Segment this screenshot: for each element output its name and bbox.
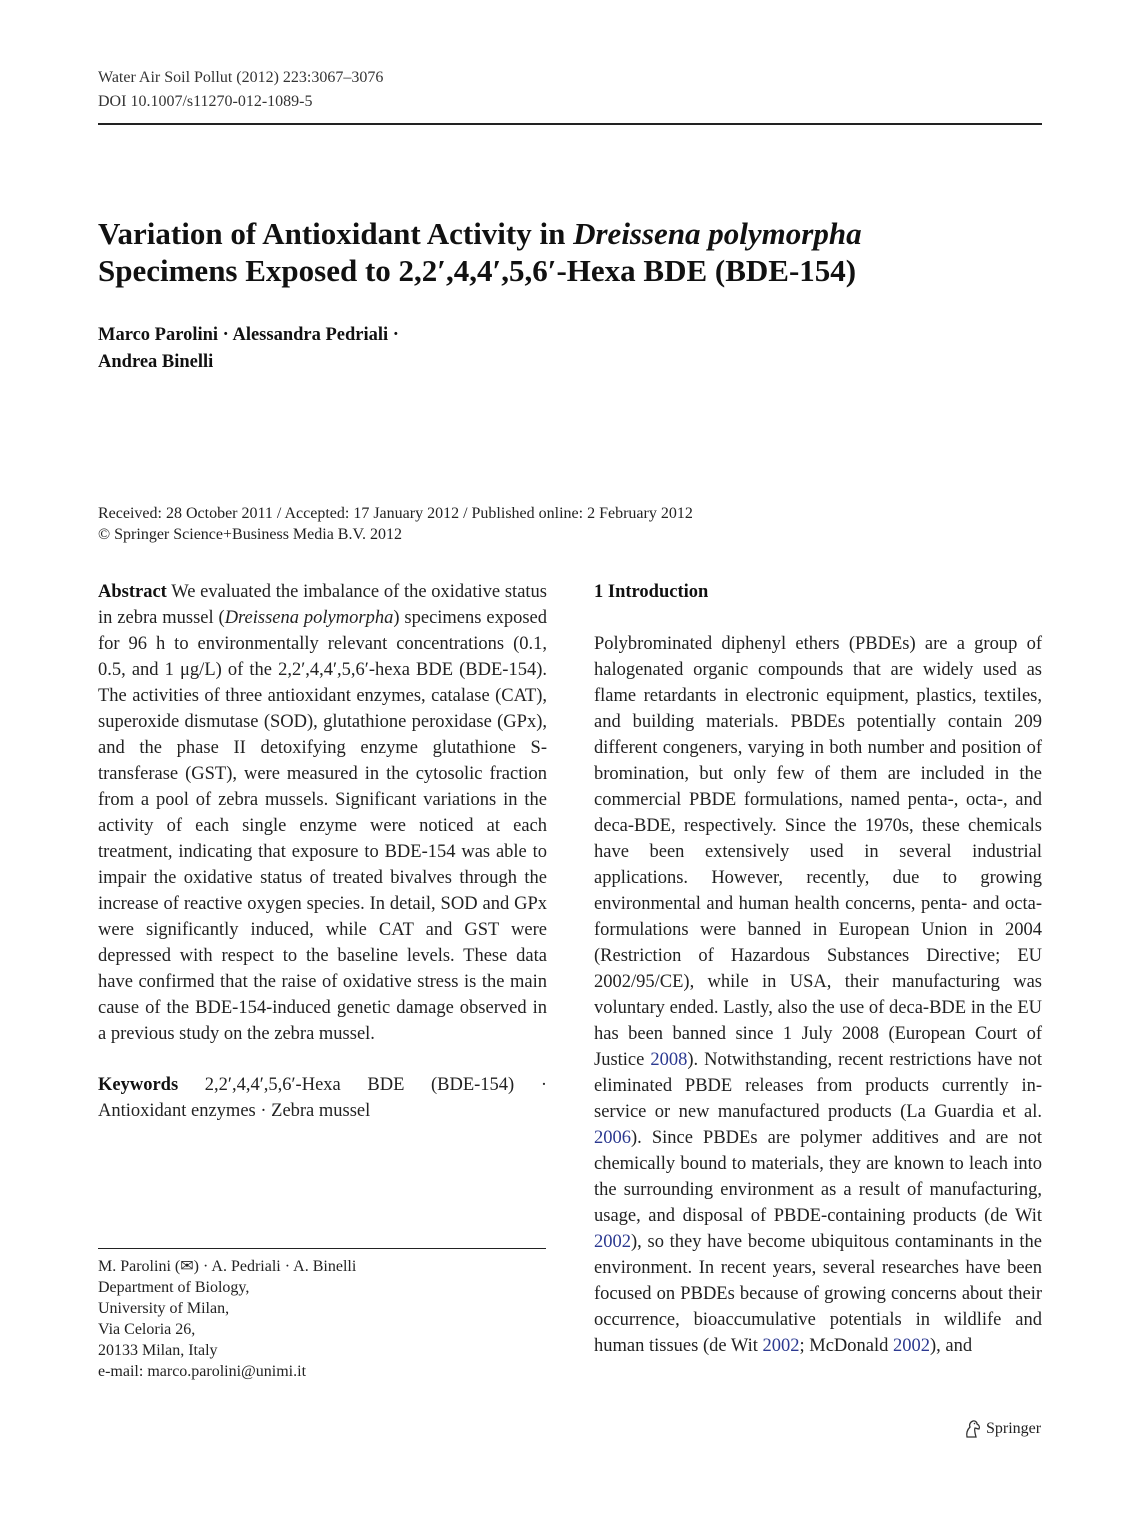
publisher-logo [962,1417,1041,1441]
citation-link[interactable]: 2008 [650,1050,688,1070]
copyright: © Springer Science+Business Media B.V. 2012 [98,526,402,543]
email-link[interactable]: e-mail: marco.parolini@unimi.it [98,1363,307,1380]
article-history [98,503,693,545]
abstract-species: Dreissena polymorpha [224,608,394,628]
article-title [98,215,1042,289]
section-heading: 1 Introduction [594,582,709,602]
citation-link[interactable]: 2006 [594,1128,631,1148]
introduction-text: Polybrominated diphenyl ethers (PBDEs) are a group of halogenated organic compounds that are widely used as flame retardants in electronic equipment, plastics, textiles, and building materials. PBDEs potentially contain 209 different congeners, varying in both number and position of bromination, but only few of them are included in the commercial PBDE formulations, named penta-, octa-, and deca-BDE, respectively. Since the 1970s, these chemicals have been extensively used in several industrial applications. However, recently, due to growing environmental and human health concerns, penta- and octa-formulations were banned in European Union in 2004 (Restriction of Hazardous Substances Directive; EU 2002/95/CE), while in USA, their manufacturing was voluntary ended. Lastly, also the use of deca-BDE in the EU has been banned since 1 July 2008 (European Court of Justice 2008). Notwithstanding, recent restrictions have not eliminated PBDE releases from products currently in-service or new manufactured products (La Guardia et al. 2006). Since PBDEs are polymer additives and are not chemically bound to materials, they are known to leach into the surrounding environment as a result of manufacturing, usage, and disposal of PBDE-containing products (de Wit 2002), so they have become ubiquitous contaminants in the environment. In recent years, several researches have been focused on PBDEs because of growing concerns about their occurrence, bioaccumulative potentials in wildlife and human tissues (de Wit 2002; McDonald 2002), and [594,634,1042,1356]
abstract-label: Abstract [98,582,167,602]
title-species: Dreissena polymorpha [573,216,862,251]
citation-link[interactable]: 2002 [893,1336,930,1356]
title-line1: Variation of Antioxidant Activity in [98,216,574,251]
citation-link[interactable]: 2002 [762,1336,800,1356]
horse-icon [962,1419,982,1439]
right-column [594,631,1042,1359]
history-dates: Received: 28 October 2011 / Accepted: 17 January 2012 / Published online: 2 February 2012 [98,505,693,522]
journal-citation: Water Air Soil Pollut (2012) 223:3067–3076 [98,69,384,86]
abstract: Abstract We evaluated the imbalance of the oxidative status in zebra mussel (Dreissena polymorpha) specimens exposed for 96 h to environmentally relevant concentrations (0.1, 0.5, and 1 μg/L) of the 2,2′,4,4′,5,6′-hexa BDE (BDE-154). The activities of three antioxidant enzymes, catalase (CAT), superoxide dismutase (SOD), glutathione peroxidase (GPx), and the phase II detoxifying enzyme glutathione S-transferase (GST), were measured in the cytosolic fraction from a pool of zebra mussels. Significant variations in the activity of each single enzyme were noticed at each treatment, indicating that exposure to BDE-154 was able to impair the oxidative status of treated bivalves through the increase of reactive oxygen species. In detail, SOD and GPx were significantly induced, while CAT and GST were depressed with respect to the baseline levels. These data have confirmed that the raise of oxidative stress is the main cause of the BDE-154-induced genetic damage observed in a previous study on the zebra mussel. [98,582,547,1044]
authors-line1: Marco Parolini · Alessandra Pedriali · [98,325,399,345]
footnote-rule [98,1248,546,1249]
keywords-label: Keywords [98,1075,179,1095]
left-column [98,579,547,1124]
header-rule [98,123,1042,125]
authors-line2: Andrea Binelli [98,352,214,372]
keywords: Keywords 2,2′,4,4′,5,6′-Hexa BDE (BDE-154) · Antioxidant enzymes · Zebra mussel [98,1075,547,1121]
author-list [98,322,399,376]
publisher-name: Springer [986,1420,1042,1437]
journal-header [98,66,383,114]
affiliation: M. Parolini (✉) · A. Pedriali · A. Binelli Department of Biology, University of Milan, Via Celoria 26, 20133 Milan, Italy e-mail: marco.parolini@unimi.it [98,1258,357,1380]
citation-link[interactable]: 2002 [594,1232,631,1252]
title-line2: Specimens Exposed to 2,2′,4,4′,5,6′-Hexa BDE (BDE-154) [98,253,857,288]
doi: DOI 10.1007/s11270-012-1089-5 [98,93,313,110]
